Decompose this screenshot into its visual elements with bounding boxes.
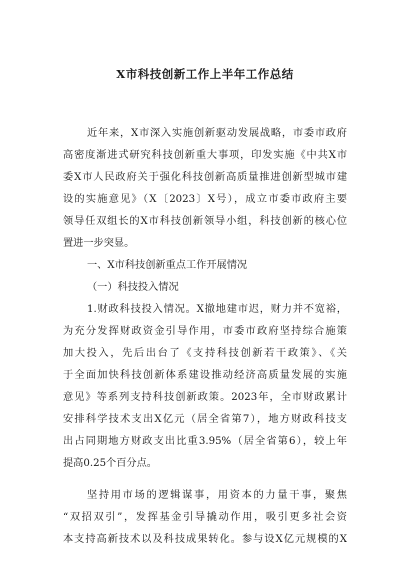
intro-line: 委X市人民政府关于强化科技创新高质量推进创新型城市建 [63, 172, 347, 183]
intro-line: 高密度渐进式研究科技创新重大事项，印发实施《中共X市 [63, 150, 347, 161]
intro-line: 领导任双组长的X市科技创新领导小组，科技创新的核心位 [63, 216, 347, 227]
finance-line: 加大投入，先后出台了《支持科技创新若干政策》、《关 [63, 348, 347, 359]
finance-line: 1.财政科技投入情况。X撤地建市迟，财力并不宽裕， [87, 304, 347, 315]
subsection-heading: （一）科技投入情况 [87, 282, 179, 293]
finance-line: 于全面加快科技创新体系建设推动经济高质量发展的实施 [63, 370, 347, 381]
intro-line: 近年来，X市深入实施创新驱动发展战略，市委市政府 [87, 128, 347, 139]
intro-line: 置进一步突显。 [63, 238, 135, 249]
fund-line: 坚持用市场的逻辑谋事，用资本的力量干事，聚焦 [87, 490, 347, 501]
fund-line: “双招双引”，发挥基金引导撬动作用，吸引更多社会资 [63, 512, 347, 523]
fund-line: 本支持高新技术以及科技成果转化。参与设X亿元规模的X [63, 534, 347, 545]
document-title: X市科技创新工作上半年工作总结 [116, 67, 294, 81]
finance-line: 安排科学技术支出X亿元（居全省第7），地方财政科技支 [63, 414, 347, 425]
section-heading: 一、X市科技创新重点工作开展情况 [87, 260, 248, 271]
finance-line: 意见》等系列支持科技创新政策。2023年，全市财政累计 [63, 392, 347, 403]
intro-line: 设的实施意见》（X〔2023〕X号），成立市委市政府主要 [63, 194, 347, 205]
finance-line: 为充分发挥财政资金引导作用，市委市政府坚持综合施策 [63, 326, 347, 337]
finance-line: 提高0.25个百分点。 [63, 458, 157, 469]
finance-line: 出占同期地方财政支出比重3.95%（居全省第6），较上年 [63, 436, 347, 447]
